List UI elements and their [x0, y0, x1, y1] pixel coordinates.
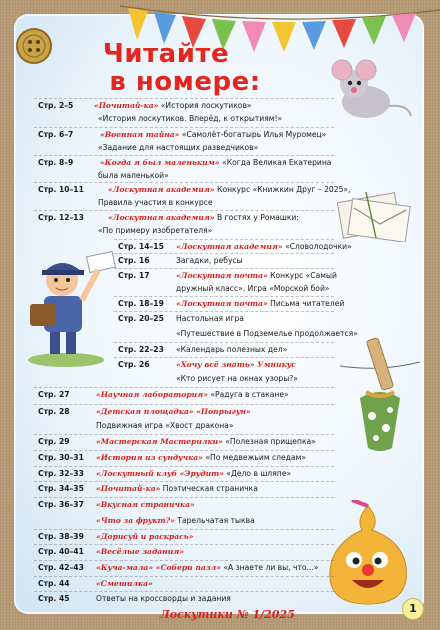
toc-divider — [114, 253, 334, 255]
toc-page-ref: Стр. 26 — [118, 360, 150, 369]
toc-divider — [34, 560, 334, 562]
toc-page-ref: Стр. 28 — [38, 407, 70, 416]
toc-entry — [96, 421, 233, 431]
toc-text: Подвижная игра «Хвост дракона» — [96, 421, 234, 430]
toc-divider — [114, 311, 334, 313]
toc-entry — [96, 579, 153, 589]
toc-entry — [100, 130, 326, 140]
toc-text: Настольная игра — [176, 314, 244, 323]
toc-rubric: «История из сундучка» — [96, 453, 203, 462]
toc-divider — [34, 182, 334, 184]
toc-rubric: «Почитай-ка» — [94, 101, 159, 110]
toc-rubric: «Лоскутная почта» — [176, 299, 268, 308]
toc-entry — [176, 299, 344, 309]
toc-text: «Календарь полезных дел» — [176, 345, 288, 354]
toc-rubric: «Лоскутная почта» — [176, 271, 268, 280]
toc-entry — [96, 453, 306, 463]
toc-page-ref: Стр. 40–41 — [38, 547, 84, 556]
toc-divider — [34, 591, 334, 593]
toc-entry — [96, 563, 318, 573]
toc-rubric: «Куча-мала» «Собери пазл» — [96, 563, 221, 572]
issue-footer: Лоскутики № 1/2025 — [160, 608, 295, 621]
toc-rubric: «Военная тайна» — [100, 130, 180, 139]
toc-text: «По примеру изобретателя» — [98, 226, 213, 235]
toc-entry — [94, 101, 252, 111]
toc-rubric: «Смешилка» — [96, 579, 153, 588]
toc-page-ref: Стр. 2–5 — [38, 101, 74, 110]
toc-page-ref: Стр. 18–19 — [118, 299, 164, 308]
toc-divider — [34, 544, 334, 546]
toc-entry — [176, 242, 352, 252]
toc-rubric: «Лоскутная академия» — [176, 242, 283, 251]
toc-divider — [34, 497, 334, 499]
toc-rubric: «Детская площадка» «Попрыгун» — [96, 407, 251, 416]
toc-entry — [176, 329, 358, 339]
toc-page-ref: Стр. 14–15 — [118, 242, 164, 251]
toc-page-ref: Стр. 34–35 — [38, 484, 84, 493]
toc-divider — [34, 576, 334, 578]
toc-page-ref: Стр. 42–43 — [38, 563, 84, 572]
title-line-1: Читайте — [102, 39, 230, 69]
toc-divider — [34, 529, 334, 531]
toc-rubric: «Лоскутная академия» — [108, 213, 215, 222]
toc-entry — [96, 547, 184, 557]
toc-rubric: «Хочу всё знать» Умникус — [176, 360, 296, 369]
toc-divider — [34, 155, 334, 157]
toc-text: «Когда Великая Екатерина — [219, 158, 332, 167]
toc-text: «История лоскутиков. Вперёд, к открытиям!» — [98, 114, 283, 123]
toc-text: Письма читателей — [267, 299, 345, 308]
toc-entry — [96, 469, 291, 479]
toc-text: «Словолодочки» — [282, 242, 352, 251]
toc-rubric: «Дорисуй и раскрась» — [96, 532, 194, 541]
toc-entry — [98, 198, 213, 208]
toc-entry — [108, 213, 299, 223]
toc-text: «По медвежьим следам» — [202, 453, 306, 462]
toc-page-ref: Стр. 44 — [38, 579, 70, 588]
toc-text: «Кто рисует на окнах узоры?» — [176, 374, 298, 383]
toc-divider — [114, 268, 334, 270]
toc-rubric: «Почитай-ка» — [96, 484, 161, 493]
toc-entry — [176, 374, 298, 384]
toc-divider — [34, 387, 334, 389]
toc-divider — [34, 127, 334, 129]
toc-divider — [114, 342, 334, 344]
toc-text: «Полезная прищепка» — [222, 437, 316, 446]
toc-entry — [96, 390, 289, 400]
toc-entry — [96, 532, 194, 542]
toc-text: «Путешествие в Подземелье продолжается» — [176, 329, 358, 338]
toc-text: Правила участия в конкурсе — [98, 198, 213, 207]
toc-divider — [34, 210, 334, 212]
toc-entry — [176, 284, 330, 294]
toc-page-ref: Стр. 32–33 — [38, 469, 84, 478]
toc-text: Конкурс «Самый — [267, 271, 337, 280]
toc-divider — [114, 357, 334, 359]
toc-rubric: «Лоскутная академия» — [108, 185, 215, 194]
toc-entry — [96, 407, 251, 417]
toc-divider — [114, 296, 334, 298]
toc-entry — [98, 114, 282, 124]
toc-text: была маленькой» — [98, 171, 169, 180]
toc-divider — [34, 481, 334, 483]
toc-entry — [176, 360, 296, 370]
toc-divider — [34, 466, 334, 468]
toc-rubric: «Мастерская Мастерилки» — [96, 437, 223, 446]
toc-text: «Задание для настоящих разведчиков» — [98, 143, 259, 152]
toc-page-ref: Стр. 27 — [38, 390, 70, 399]
toc-text: В гостях у Ромашки: — [214, 213, 299, 222]
toc-text: «Радуга в стакане» — [207, 390, 289, 399]
toc-entry — [98, 171, 169, 181]
toc-page-ref: Стр. 8–9 — [38, 158, 74, 167]
toc-entry — [96, 516, 255, 526]
toc-rubric: «Что за фрукт?» — [96, 516, 175, 525]
toc-page-ref: Стр. 20–25 — [118, 314, 164, 323]
toc-entry — [176, 345, 287, 355]
toc-entry — [96, 500, 195, 510]
toc-entry — [98, 143, 258, 153]
toc-entry — [98, 226, 212, 236]
toc-rubric: «Лоскутный клуб «Эрудит» — [96, 469, 224, 478]
toc-text: Тарельчатая тыква — [174, 516, 255, 525]
toc-rubric: «Когда я был маленьким» — [100, 158, 220, 167]
toc-text: «Самолёт-богатырь Илья Муромец» — [179, 130, 327, 139]
toc-entry — [176, 314, 244, 324]
toc-page-ref: Стр. 36–37 — [38, 500, 84, 509]
toc-text: «История лоскутиков» — [158, 101, 252, 110]
toc-text: дружный класс». Игра «Морской бой» — [176, 284, 330, 293]
toc-entry — [96, 437, 316, 447]
toc-page-ref: Стр. 12–13 — [38, 213, 84, 222]
toc-text: Ответы на кроссворды и задания — [96, 594, 231, 603]
toc-text: Конкурс «Книжкин Друг – 2025», — [214, 185, 351, 194]
toc-text: Поэтическая страничка — [160, 484, 258, 493]
toc-divider — [34, 434, 334, 436]
toc-page-ref: Стр. 17 — [118, 271, 150, 280]
toc-page-ref: Стр. 6–7 — [38, 130, 74, 139]
toc-entry — [96, 594, 231, 604]
toc-rubric: «Научная лаборатория» — [96, 390, 208, 399]
page-number: 1 — [402, 598, 424, 620]
toc-rubric: «Весёлые задания» — [96, 547, 185, 556]
toc-divider — [114, 239, 334, 241]
toc-divider — [34, 98, 334, 100]
toc-page-ref: Стр. 30–31 — [38, 453, 84, 462]
toc-entry — [96, 484, 258, 494]
toc-page-ref: Стр. 45 — [38, 594, 70, 603]
toc-page-ref: Стр. 38–39 — [38, 532, 84, 541]
toc-text: «Дело в шляпе» — [223, 469, 292, 478]
toc-page-ref: Стр. 16 — [118, 256, 150, 265]
title-line-2: в номере: — [109, 67, 261, 97]
toc-divider — [34, 450, 334, 452]
toc-entry — [108, 185, 350, 195]
toc-entry — [176, 256, 243, 266]
toc-page-ref: Стр. 29 — [38, 437, 70, 446]
toc-page-ref: Стр. 10–11 — [38, 185, 84, 194]
toc-rubric: «Вкусная страничка» — [96, 500, 195, 509]
toc-page-ref: Стр. 22–23 — [118, 345, 164, 354]
toc-text: Загадки, ребусы — [176, 256, 243, 265]
toc-entry — [100, 158, 331, 168]
toc-text: «А знаете ли вы, что...» — [220, 563, 319, 572]
toc-divider — [34, 404, 334, 406]
toc-entry — [176, 271, 337, 281]
